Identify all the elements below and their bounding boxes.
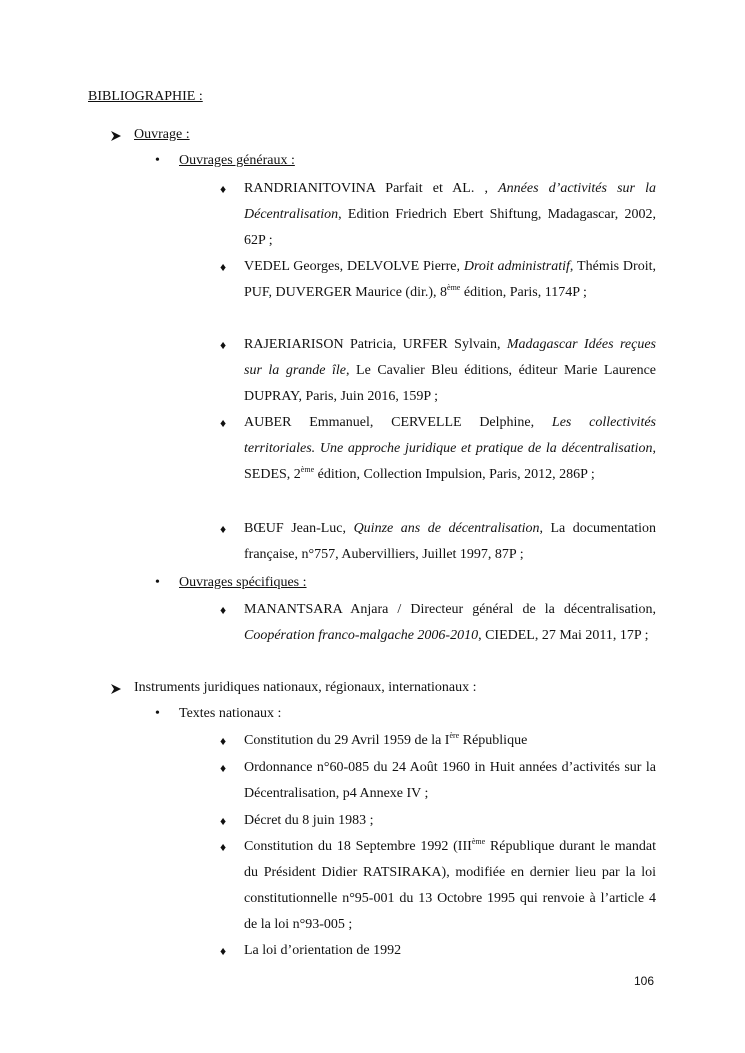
diamond-bullet-icon: ♦ (220, 260, 227, 274)
entry-text: La loi d’orientation de 1992 (244, 943, 402, 958)
entry-details: , SEDES, 2 (244, 441, 656, 482)
subsection-title: Textes nationaux : (179, 706, 282, 721)
entry-text (244, 834, 656, 938)
diamond-bullet-icon: ♦ (220, 603, 227, 617)
entry-author: BŒUF Jean-Luc, (244, 521, 354, 536)
entry-work-title: Les collectivités territoriales. Une approche juridique et pratique de la décentralisation (244, 415, 656, 456)
entry-details: République durant le mandat du Président Didier RATSIRAKA), modifiée en dernier lieu par la loi constitutionnelle n°95-001 du 13 Octobre 1995 qui renvoie à l’article 4 de la loi n°93-005 ; (244, 839, 656, 932)
arrow-bullet-icon (110, 683, 126, 695)
entry-text (244, 254, 656, 306)
entry-details: , Thémis Droit, PUF, DUVERGER Maurice (dir.), 8 (244, 259, 656, 300)
subsection-title: Ouvrages généraux : (179, 153, 295, 168)
dot-bullet-icon: • (155, 575, 160, 590)
bibliography-title: BIBLIOGRAPHIE : (88, 89, 203, 104)
entry-details: , La documentation française, n°757, Aubervilliers, Juillet 1997, 87P ; (244, 521, 656, 562)
entry-details: Constitution du 29 Avril 1959 de la I (244, 733, 450, 748)
entry-text (244, 332, 656, 410)
section-title: Ouvrage : (134, 127, 190, 142)
entry-author: VEDEL Georges, DELVOLVE Pierre, (244, 259, 464, 274)
entry-author: AUBER Emmanuel, CERVELLE Delphine, (244, 415, 552, 430)
entry-text (244, 410, 656, 488)
superscript: ème (300, 465, 315, 474)
entry-text: Décret du 8 juin 1983 ; (244, 813, 374, 828)
diamond-bullet-icon: ♦ (220, 416, 227, 430)
diamond-bullet-icon: ♦ (220, 814, 227, 828)
superscript: ème (471, 837, 486, 846)
entry-text (244, 728, 656, 754)
diamond-bullet-icon: ♦ (220, 840, 227, 854)
entry-details: République (459, 733, 528, 748)
entry-text (244, 597, 656, 649)
section-title: Instruments juridiques nationaux, régionaux, internationaux : (134, 680, 477, 695)
entry-work-title: Madagascar Idées reçues sur la grande île (244, 337, 656, 378)
entry-details: , CIEDEL, 27 Mai 2011, 17P ; (478, 628, 649, 643)
entry-details: , Edition Friedrich Ebert Shiftung, Madagascar, 2002, 62P ; (244, 207, 656, 248)
dot-bullet-icon: • (155, 153, 160, 168)
diamond-bullet-icon: ♦ (220, 338, 227, 352)
diamond-bullet-icon: ♦ (220, 522, 227, 536)
diamond-bullet-icon: ♦ (220, 761, 227, 775)
entry-author: RAJERIARISON Patricia, URFER Sylvain, (244, 337, 507, 352)
subsection-title: Ouvrages spécifiques : (179, 575, 307, 590)
entry-text: Ordonnance n°60-085 du 24 Août 1960 in Huit années d’activités sur la Décentralisation, p4 Annexe IV ; (244, 760, 656, 801)
entry-work-title: Coopération franco-malgache 2006-2010 (244, 628, 479, 643)
dot-bullet-icon: • (155, 706, 160, 721)
entry-work-title: Années d’activités sur la Décentralisation (244, 181, 656, 222)
entry-text (244, 516, 656, 568)
diamond-bullet-icon: ♦ (220, 944, 227, 958)
entry-work-title: Droit administratif (463, 259, 570, 274)
entry-author: RANDRIANITOVINA Parfait et AL. , (244, 181, 499, 196)
arrow-bullet-icon (110, 130, 126, 142)
superscript: ème (447, 283, 461, 292)
entry-work-title: Quinze ans de décentralisation (353, 521, 540, 536)
entry-details: Constitution du 18 Septembre 1992 (III (244, 839, 472, 854)
entry-text (244, 176, 656, 254)
entry-author: MANANTSARA Anjara / Directeur général de la décentralisation, (244, 602, 656, 617)
diamond-bullet-icon: ♦ (220, 182, 227, 196)
superscript: ère (449, 731, 460, 740)
entry-details: , Le Cavalier Bleu éditions, éditeur Marie Laurence DUPRAY, Paris, Juin 2016, 159P ; (244, 363, 656, 404)
entry-details: édition, Collection Impulsion, Paris, 2012, 286P ; (314, 467, 595, 482)
diamond-bullet-icon: ♦ (220, 734, 227, 748)
page-number: 106 (634, 974, 655, 988)
entry-details: édition, Paris, 1174P ; (460, 285, 587, 300)
